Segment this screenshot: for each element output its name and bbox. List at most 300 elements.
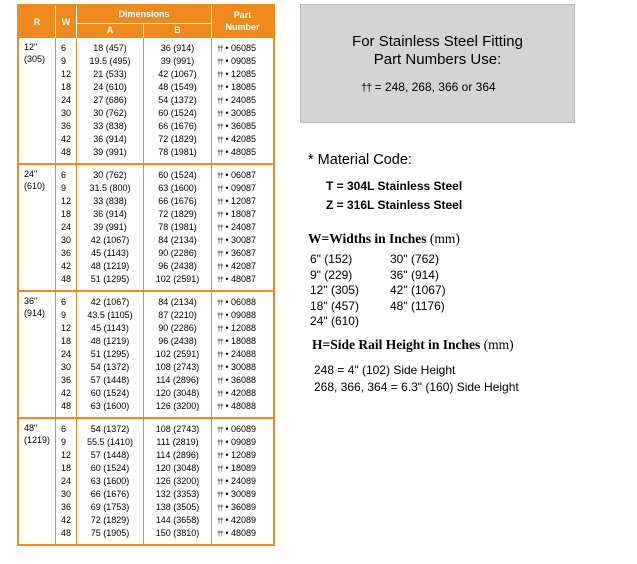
dagger-symbol: †† [217, 352, 223, 359]
part-number-cell [217, 336, 256, 346]
part-number-cell [217, 476, 256, 486]
dagger-symbol: †† [217, 124, 223, 131]
table-row [19, 235, 273, 248]
dim-b-cell: 72 (1829) [158, 209, 197, 219]
width-option: 9" (229) [310, 267, 353, 282]
widths-title-text: W=Widths in Inches [308, 231, 427, 246]
table-row [19, 323, 273, 336]
dim-a-cell: 33 (838) [93, 121, 127, 131]
header-w: W [61, 17, 71, 27]
width-cell: 18 [61, 209, 72, 219]
table-row [19, 43, 273, 56]
dim-b-cell: 66 (1676) [158, 121, 197, 131]
part-number-cell [217, 69, 256, 79]
dagger-symbol: †† [217, 391, 223, 398]
table-row [19, 424, 273, 437]
width-cell: 18 [61, 336, 72, 346]
part-number-text: • 36085 [225, 121, 256, 131]
dim-a-cell: 51 (1295) [90, 274, 130, 284]
header-divider [55, 6, 56, 38]
dagger-symbol: †† [217, 453, 223, 460]
width-option: 30" (762) [390, 252, 439, 266]
dagger-symbol: †† [217, 264, 223, 271]
dagger-symbol: †† [217, 404, 223, 411]
dim-b-cell: 54 (1372) [158, 95, 197, 105]
table-row [19, 349, 273, 362]
radius-mm: (1219) [24, 435, 51, 445]
dim-b-cell: 138 (3505) [155, 502, 200, 512]
part-number-cell [217, 489, 256, 499]
width-cell: 12 [61, 450, 72, 460]
dagger-symbol: †† [217, 225, 223, 232]
dagger-symbol: †† [217, 326, 223, 333]
dagger-symbol: †† [217, 518, 223, 525]
table-row [19, 336, 273, 349]
part-number-text: • 12087 [225, 196, 256, 206]
dim-a-cell: 43.5 (1105) [87, 310, 133, 320]
dim-b-cell: 111 (2819) [156, 437, 199, 447]
part-number-text: • 06087 [225, 170, 256, 180]
part-number-text: • 36088 [225, 375, 256, 385]
dim-b-cell: 78 (1981) [158, 147, 197, 157]
width-cell: 9 [61, 183, 67, 193]
part-number-text: • 18085 [225, 82, 256, 92]
header-a: A [106, 25, 114, 35]
dim-a-cell: 36 (914) [93, 209, 127, 219]
dagger-symbol: †† [217, 277, 223, 284]
width-cell: 12 [61, 69, 72, 79]
part-number-cell [217, 310, 256, 320]
part-number-text: • 12088 [225, 323, 256, 333]
dim-b-cell: 87 (2210) [158, 310, 197, 320]
width-option: 18" (457) [310, 298, 359, 313]
width-cell: 36 [61, 121, 72, 131]
dagger-symbol: †† [217, 440, 223, 447]
dim-a-cell: 39 (991) [93, 147, 127, 157]
table-group [19, 165, 273, 290]
dim-a-cell: 57 (1448) [90, 450, 130, 460]
dagger-symbol: †† [217, 59, 223, 66]
dim-b-cell: 63 (1600) [158, 183, 197, 193]
width-cell: 12 [61, 196, 72, 206]
radius-mm: (610) [24, 181, 46, 191]
width-cell: 6 [61, 424, 67, 434]
dagger-symbol: †† [217, 150, 223, 157]
dim-a-cell: 27 (686) [93, 95, 127, 105]
part-number-text: • 36087 [225, 248, 256, 258]
dim-b-cell: 144 (3658) [155, 515, 200, 525]
radius-mm: (305) [24, 54, 46, 64]
part-number-text: • 06089 [225, 424, 256, 434]
width-cell: 30 [61, 235, 72, 245]
part-number-text: • 09088 [225, 310, 256, 320]
table-row [19, 209, 273, 222]
radius-inches: 48" [24, 423, 38, 433]
table-row [19, 297, 273, 310]
dim-b-cell: 96 (2438) [158, 336, 197, 346]
part-number-text: • 09085 [225, 56, 256, 66]
header-r: R [33, 17, 41, 27]
material-z: Z = 316L Stainless Steel [326, 198, 463, 212]
part-number-cell [217, 362, 256, 372]
dim-a-cell: 54 (1372) [90, 424, 130, 434]
table-row [19, 528, 273, 541]
header-divider [76, 6, 77, 38]
dim-a-cell: 45 (1143) [91, 248, 129, 258]
dim-b-cell: 60 (1524) [158, 108, 197, 118]
part-number-text: • 48085 [225, 147, 256, 157]
width-cell: 30 [61, 362, 72, 372]
table-row [19, 95, 273, 108]
dim-a-cell: 54 (1372) [90, 362, 130, 372]
table-row [19, 222, 273, 235]
part-number-text: • 18087 [225, 209, 256, 219]
dagger-symbol: †† [217, 199, 223, 206]
table-row [19, 401, 273, 414]
table-group [19, 292, 273, 417]
table-row [19, 463, 273, 476]
table-row [19, 196, 273, 209]
dim-b-cell: 90 (2286) [158, 248, 197, 258]
part-number-text: • 24089 [225, 476, 256, 486]
note-line-2: Part Numbers Use: [373, 51, 502, 68]
table-group [19, 419, 273, 544]
radius-inches: 24" [24, 169, 38, 179]
part-number-text: • 18088 [225, 336, 256, 346]
part-number-text: • 24085 [225, 95, 256, 105]
width-cell: 36 [61, 248, 72, 258]
part-number-cell [217, 56, 256, 66]
width-cell: 6 [61, 297, 67, 307]
dim-b-cell: 108 (2743) [155, 362, 200, 372]
width-cell: 24 [61, 349, 72, 359]
part-number-text: • 12085 [225, 69, 256, 79]
dim-a-cell: 60 (1524) [90, 388, 130, 398]
dagger-symbol: †† [217, 251, 223, 258]
part-number-cell [217, 388, 256, 398]
dim-a-cell: 24 (610) [93, 82, 127, 92]
part-number-cell [217, 528, 256, 538]
dagger-symbol: †† [217, 46, 223, 53]
dim-b-cell: 90 (2286) [158, 323, 197, 333]
dim-b-cell: 126 (3200) [155, 476, 200, 486]
header-divider [211, 6, 212, 38]
part-number-text: • 48088 [225, 401, 256, 411]
part-number-cell [217, 121, 256, 131]
dim-b-cell: 114 (2896) [156, 450, 199, 460]
note-part-codes: = 248, 268, 366 or 364 [371, 80, 496, 94]
note-line-1: For Stainless Steel Fitting [352, 33, 523, 50]
width-cell: 12 [61, 323, 72, 333]
width-option: 42" (1067) [390, 283, 446, 297]
width-option: 12" (305) [310, 283, 359, 297]
table-row [19, 489, 273, 502]
width-cell: 48 [61, 528, 72, 538]
dagger-symbol: †† [217, 98, 223, 105]
part-number-text: • 30087 [225, 235, 256, 245]
width-cell: 9 [61, 56, 67, 66]
dim-b-cell: 84 (2134) [158, 297, 197, 307]
dim-a-cell: 66 (1676) [90, 489, 130, 499]
part-number-cell [217, 437, 256, 447]
width-cell: 6 [61, 43, 67, 53]
part-number-cell [217, 261, 256, 271]
dagger-symbol: †† [217, 111, 223, 118]
width-cell: 24 [61, 95, 72, 105]
dagger-symbol: †† [217, 479, 223, 486]
part-number-text: • 48089 [225, 528, 256, 538]
height-line-2: 268, 366, 364 = 6.3" (160) Side Height [314, 380, 519, 394]
header-part-number [212, 9, 273, 33]
table-row [19, 502, 273, 515]
radius-inches: 36" [24, 296, 38, 306]
dim-b-cell: 114 (2896) [156, 375, 199, 385]
header-divider [143, 23, 144, 38]
dim-b-cell: 120 (3048) [155, 388, 200, 398]
table-row [19, 108, 273, 121]
dim-a-cell: 33 (838) [93, 196, 127, 206]
dim-a-cell: 45 (1143) [91, 323, 129, 333]
part-number-cell [217, 82, 256, 92]
height-title [312, 337, 514, 353]
width-cell: 36 [61, 375, 72, 385]
part-number-text: • 42089 [225, 515, 256, 525]
header-divider [77, 23, 211, 24]
part-number-cell [217, 502, 256, 512]
part-number-cell [217, 209, 256, 219]
width-cell: 9 [61, 437, 67, 447]
part-number-cell [217, 147, 256, 157]
dim-b-cell: 132 (3353) [155, 489, 200, 499]
table-row [19, 183, 273, 196]
part-number-text: • 06085 [225, 43, 256, 53]
part-number-text: • 30088 [225, 362, 256, 372]
dim-a-cell: 31.5 (800) [89, 183, 131, 193]
table-row [19, 310, 273, 323]
part-number-text: • 42085 [225, 134, 256, 144]
table-row [19, 248, 273, 261]
note-line-3 [361, 80, 496, 94]
width-cell: 24 [61, 476, 72, 486]
material-t: T = 304L Stainless Steel [326, 179, 463, 193]
dim-b-cell: 36 (914) [160, 43, 195, 53]
dim-a-cell: 75 (1905) [90, 528, 130, 538]
width-cell: 9 [61, 310, 67, 320]
dagger-symbol: †† [217, 313, 223, 320]
part-number-cell [217, 349, 256, 359]
dim-b-cell: 42 (1067) [158, 69, 197, 79]
part-number-text: • 30085 [225, 108, 256, 118]
table-row [19, 388, 273, 401]
table-row [19, 375, 273, 388]
dim-a-cell: 19.5 (495) [89, 56, 131, 66]
part-number-text: • 42087 [225, 261, 256, 271]
part-number-text: • 12089 [225, 450, 256, 460]
dim-a-cell: 21 (533) [93, 69, 127, 79]
part-number-cell [217, 170, 256, 180]
part-number-cell [217, 375, 256, 385]
part-number-cell [217, 450, 256, 460]
part-number-text: • 06088 [225, 297, 256, 307]
table-row [19, 170, 273, 183]
part-number-cell [217, 401, 256, 411]
dim-a-cell: 36 (914) [93, 134, 127, 144]
dim-a-cell: 69 (1753) [90, 502, 130, 512]
width-cell: 42 [61, 134, 72, 144]
widths-unit: (mm) [426, 231, 460, 246]
part-number-cell [217, 196, 256, 206]
dim-b-cell: 78 (1981) [158, 222, 197, 232]
dagger-symbol: †† [217, 427, 223, 434]
dim-a-cell: 51 (1295) [90, 349, 130, 359]
width-cell: 18 [61, 463, 72, 473]
dagger-symbol: †† [217, 137, 223, 144]
dim-a-cell: 60 (1524) [90, 463, 130, 473]
dagger-symbol: †† [217, 505, 223, 512]
dimensions-table [17, 4, 275, 546]
part-number-text: • 09087 [225, 183, 256, 193]
part-number-cell [217, 515, 256, 525]
height-title-text: H=Side Rail Height in Inches [312, 337, 481, 352]
part-number-text: • 36089 [225, 502, 256, 512]
dagger-symbol: †† [217, 85, 223, 92]
height-line-1: 248 = 4" (102) Side Height [314, 363, 456, 377]
dim-b-cell: 66 (1676) [158, 196, 197, 206]
dim-b-cell: 72 (1829) [158, 134, 197, 144]
width-cell: 42 [61, 515, 72, 525]
width-option: 36" (914) [390, 267, 439, 282]
header-part-line2: Number [225, 22, 260, 32]
part-number-cell [217, 274, 256, 284]
dim-a-cell: 30 (762) [93, 108, 127, 118]
part-number-text: • 18089 [225, 463, 256, 473]
width-cell: 48 [61, 147, 72, 157]
part-number-cell [217, 108, 256, 118]
header-dimensions: Dimensions [118, 9, 170, 19]
width-cell: 42 [61, 388, 72, 398]
dim-a-cell: 48 (1219) [90, 261, 130, 271]
part-number-cell [217, 183, 256, 193]
width-cell: 48 [61, 401, 72, 411]
part-number-text: • 24087 [225, 222, 256, 232]
dim-b-cell: 150 (3810) [155, 528, 200, 538]
dagger-symbol: †† [217, 466, 223, 473]
part-number-cell [217, 95, 256, 105]
dim-a-cell: 63 (1600) [90, 401, 130, 411]
dim-a-cell: 42 (1067) [90, 297, 130, 307]
dim-a-cell: 48 (1219) [90, 336, 130, 346]
width-cell: 48 [61, 274, 72, 284]
dagger-symbol: †† [217, 212, 223, 219]
dagger-symbol: †† [217, 378, 223, 385]
part-number-cell [217, 424, 256, 434]
dim-b-cell: 102 (2591) [155, 349, 200, 359]
part-number-cell [217, 463, 256, 473]
table-row [19, 261, 273, 274]
radius-mm: (914) [24, 308, 46, 318]
part-number-text: • 48087 [225, 274, 256, 284]
table-row [19, 56, 273, 69]
dim-a-cell: 63 (1600) [90, 476, 130, 486]
table-row [19, 362, 273, 375]
dim-b-cell: 60 (1524) [158, 170, 197, 180]
table-row [19, 476, 273, 489]
dim-b-cell: 108 (2743) [155, 424, 200, 434]
part-number-text: • 09089 [225, 437, 256, 447]
table-row [19, 121, 273, 134]
part-number-text: • 24088 [225, 349, 256, 359]
table-row [19, 437, 273, 450]
part-number-cell [217, 134, 256, 144]
stainless-steel-note-box [300, 4, 575, 123]
width-cell: 42 [61, 261, 72, 271]
dagger-symbol: †† [217, 238, 223, 245]
dim-b-cell: 126 (3200) [155, 401, 200, 411]
table-row [19, 450, 273, 463]
table-row [19, 134, 273, 147]
radius-inches: 12" [24, 42, 38, 52]
header-part-line1: Part [233, 10, 252, 20]
dagger-symbol: †† [217, 186, 223, 193]
width-option: 48" (1176) [390, 298, 445, 313]
part-number-cell [217, 43, 256, 53]
part-number-cell [217, 248, 256, 258]
table-row [19, 69, 273, 82]
dagger-symbol: †† [217, 173, 223, 180]
header-b: B [174, 25, 181, 35]
dim-a-cell: 55.5 (1410) [86, 437, 134, 447]
height-unit: (mm) [480, 337, 514, 352]
dim-a-cell: 57 (1448) [90, 375, 130, 385]
width-cell: 30 [61, 489, 72, 499]
dagger-symbol: †† [217, 365, 223, 372]
table-group [19, 38, 273, 163]
table-row [19, 147, 273, 160]
width-cell: 24 [61, 222, 72, 232]
table-header [19, 6, 273, 38]
dagger-symbol: †† [217, 339, 223, 346]
dim-a-cell: 18 (457) [93, 43, 127, 53]
dim-b-cell: 120 (3048) [155, 463, 200, 473]
dim-a-cell: 42 (1067) [90, 235, 130, 245]
part-number-text: • 30089 [225, 489, 256, 499]
dim-b-cell: 102 (2591) [155, 274, 200, 284]
width-cell: 36 [61, 502, 72, 512]
table-row [19, 274, 273, 287]
dim-a-cell: 39 (991) [93, 222, 127, 232]
width-cell: 6 [61, 170, 67, 180]
dim-b-cell: 48 (1549) [158, 82, 197, 92]
width-cell: 30 [61, 108, 72, 118]
dim-b-cell: 96 (2438) [158, 261, 197, 271]
dagger-symbol: †† [217, 531, 223, 538]
part-number-cell [217, 323, 256, 333]
width-option: 6" (152) [310, 252, 353, 266]
part-number-cell [217, 297, 256, 307]
table-row [19, 82, 273, 95]
dagger-symbol: †† [361, 82, 372, 94]
dim-a-cell: 30 (762) [93, 170, 127, 180]
dim-b-cell: 39 (991) [160, 56, 195, 66]
width-cell: 18 [61, 82, 72, 92]
width-option: 24" (610) [310, 314, 359, 328]
dagger-symbol: †† [217, 300, 223, 307]
dim-a-cell: 72 (1829) [90, 515, 130, 525]
part-number-text: • 42088 [225, 388, 256, 398]
dagger-symbol: †† [217, 492, 223, 499]
dim-b-cell: 84 (2134) [158, 235, 197, 245]
table-row [19, 515, 273, 528]
